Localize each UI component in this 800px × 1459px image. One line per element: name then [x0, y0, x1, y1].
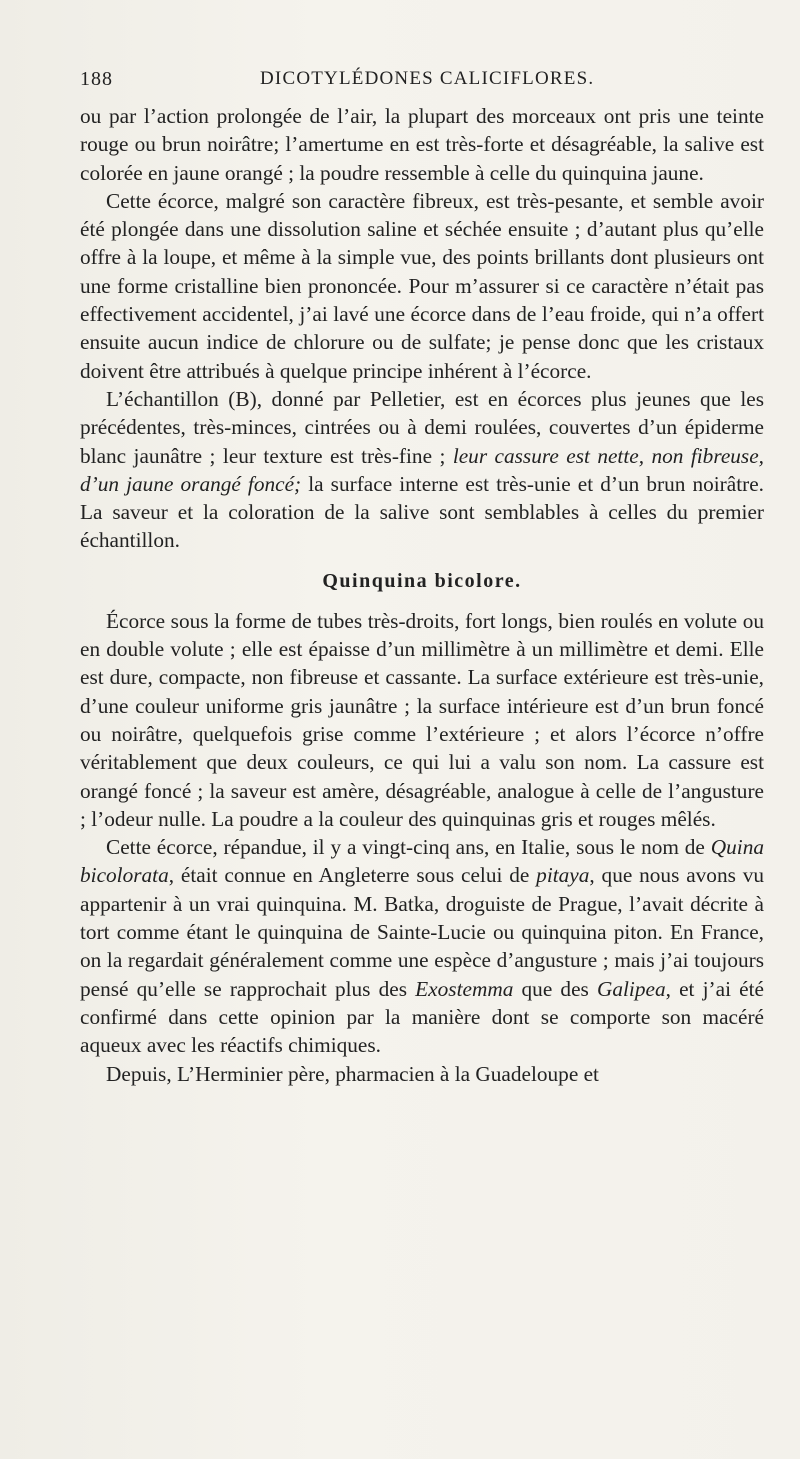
paragraph-continued: ou par l’action prolongée de l’air, la plupart des morceaux ont pris une teinte rouge ou brun noirâtre; l’amertume en est très-forte et désagréable, la salive est colorée en jaune orangé ; la poudre ressemble à celle du quinquina jaune. [80, 104, 764, 185]
text-span: la surface interne est très-unie et d’un brun noirâtre. La saveur et la coloration de la salive sont semblables à celles du premier échantillon. [80, 471, 764, 553]
paragraph-sample-b [80, 385, 764, 555]
paragraph-description: Écorce sous la forme de tubes très-droits, fort longs, bien roulés en volute ou en double volute ; elle est épaisse d’un millimètre à un millimètre et demi. Elle est dure, compacte, non fibreuse et cassante. La surface extérieure est très-unie, d’une couleur uniforme gris jaunâtre ; la surface intérieure est d’un brun foncé ou noirâtre, quelquefois grise comme l’extérieure ; et alors l’écorce n’offre véritablement que deux couleurs, ce qui lui a valu son nom. La cassure est orangé foncé ; la saveur est amère, désagréable, analogue à celle de l’angusture ; l’odeur nulle. La poudre a la couleur des quinquinas gris et rouges mêlés. [80, 608, 764, 831]
italic-span: leur cassure est nette, non fibreuse, d’un jaune orangé foncé; [80, 443, 764, 496]
text-span: , que nous avons vu appartenir à un vrai quinquina. M. Batka, droguiste de Prague, l’avait décrite à tort comme étant le quinquina de Sainte-Lucie ou quinquina piton. En France, on la regardait généralement comme une espèce d’angusture ; mais j’ai toujours pensé qu’elle se rapprochait plus des [80, 863, 764, 1001]
text-span: , était connue en Angleterre sous celui de [168, 863, 537, 888]
text-span: que des [513, 976, 597, 1001]
paragraph-history [80, 833, 764, 1059]
text-span: L’échantillon (B), donné par Pelletier, est en écorces plus jeunes que les précédentes, très-minces, cintrées ou à demi roulées, couvertes d’un épiderme blanc jaunâtre ; leur texture est très-fine ; [80, 386, 764, 468]
body-text [80, 102, 764, 1088]
paragraph-last: Depuis, L’Herminier père, pharmacien à la Guadeloupe et [106, 1061, 599, 1086]
italic-span: Galipea [596, 976, 666, 1001]
text-span: Cette écorce, répandue, il y a vingt-cinq ans, en Italie, sous le nom de [106, 835, 711, 860]
page-number: 188 [80, 68, 113, 90]
running-title: DICOTYLÉDONES CALICIFLORES. [260, 68, 595, 89]
text-span: , et j’ai été confirmé dans cette opinion par la manière dont se comporte son macéré aqueux avec les réactifs chimiques. [80, 976, 764, 1058]
paragraph-weight: Cette écorce, malgré son caractère fibreux, est très-pesante, et semble avoir été plongée dans une dissolution saline et séchée ensuite ; d’autant plus qu’elle offre à la loupe, et même à la simple vue, des points brillants dont plusieurs ont une forme cristalline bien prononcée. Pour m’assurer si ce caractère n’était pas effectivement accidentel, j’ai lavé une écorce dans de l’eau froide, qui n’a offert ensuite aucun indice de chlorure ou de sulfate; je pense donc que les cristaux doivent être attribués à quelque principe inhérent à l’écorce. [80, 188, 764, 383]
italic-span: Quina bicolorata [80, 835, 764, 888]
page-header [80, 68, 770, 98]
italic-span: pitaya [536, 863, 590, 888]
section-heading: Quinquina bicolore. [322, 569, 522, 592]
italic-span: Exostemma [415, 976, 514, 1001]
